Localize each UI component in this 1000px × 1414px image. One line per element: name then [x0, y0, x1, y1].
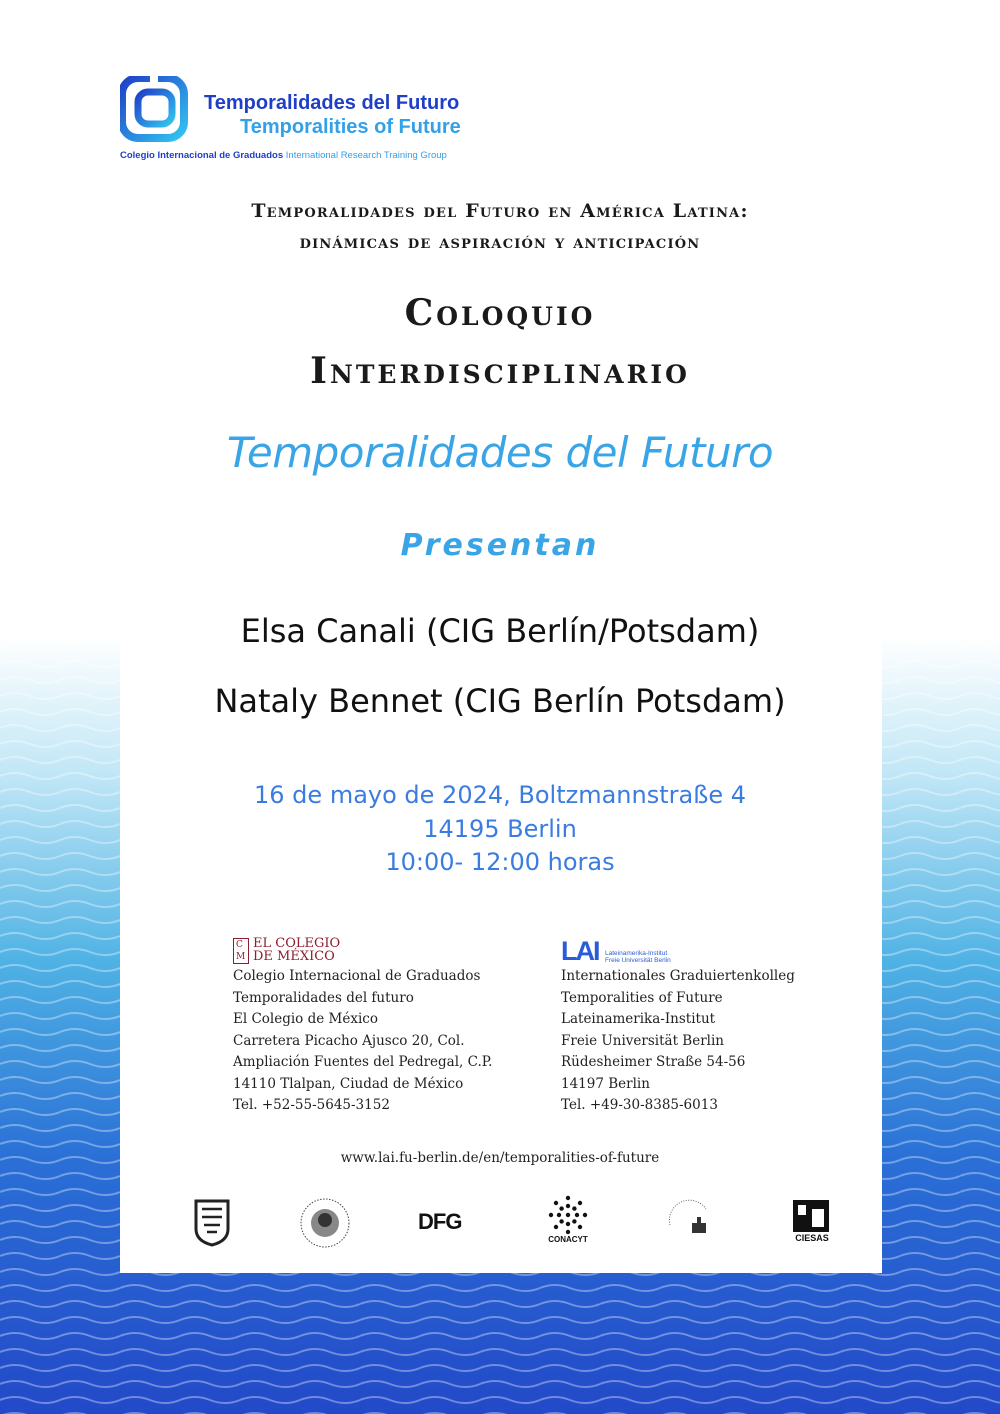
- address-colmex: [233, 966, 553, 1117]
- conacyt-logo-icon: [546, 1195, 590, 1235]
- address-line: Temporalities of Future: [561, 989, 723, 1006]
- colmex-logo: [233, 936, 433, 966]
- address-line: El Colegio de México: [233, 1011, 378, 1027]
- potsdam-university-logo: [664, 1195, 712, 1251]
- address-line: 14110 Tlalpan, Ciudad de México: [233, 1075, 464, 1092]
- logo-title-es: Temporalidades del Futuro: [204, 92, 460, 114]
- address-line: 14197 Berlin: [561, 1075, 650, 1092]
- address-line: Ampliación Fuentes del Pedregal, C.P.: [233, 1054, 493, 1070]
- heading-line-2: dinámicas de aspiración y anticipación: [299, 231, 701, 253]
- address-lai: [561, 966, 881, 1117]
- website-link[interactable]: www.lai.fu-berlin.de/en/temporalities-of-future: [340, 1150, 660, 1166]
- logo-subtitle-en: International Research Training Group: [285, 150, 447, 161]
- colmex-letter-c: C: [236, 940, 243, 950]
- speaker-2: Nataly Bennet (CIG Berlín Potsdam): [214, 682, 786, 720]
- address-line: Lateinamerika-Institut: [561, 1011, 716, 1027]
- address-line: Temporalidades del futuro: [233, 989, 414, 1006]
- speaker-1: Elsa Canali (CIG Berlín/Potsdam): [240, 612, 760, 650]
- subtitle: Temporalidades del Futuro: [226, 428, 774, 477]
- title-line-1: Coloquio: [404, 292, 596, 334]
- presentan-label: Presentan: [400, 528, 600, 563]
- conacyt-logo-text: CONACYT: [548, 1235, 588, 1244]
- address-line: Internationales Graduiertenkolleg: [561, 968, 795, 984]
- ciesas-logo: [792, 1195, 832, 1251]
- humboldt-university-logo-icon: [298, 1195, 352, 1251]
- potsdam-university-logo-icon: [664, 1195, 712, 1245]
- ciesas-logo-text: CIESAS: [795, 1233, 829, 1243]
- address-line: Freie Universität Berlin: [561, 1032, 724, 1049]
- program-logo: [120, 74, 500, 164]
- lai-logo: [561, 936, 761, 966]
- colmex-emblem-icon: [233, 938, 249, 964]
- address-line: Rüdesheimer Straße 54-56: [561, 1054, 746, 1070]
- logo-subtitle: [120, 150, 447, 161]
- lai-logo-line-1: Lateinamerika-Institut: [605, 950, 668, 957]
- address-line: Tel. +52-55-5645-3152: [233, 1097, 390, 1113]
- heading-line-1: Temporalidades del Futuro en América Latina:: [251, 200, 749, 222]
- program-logo-icon: [120, 76, 190, 142]
- colmex-logo-line-2: DE MÉXICO: [253, 949, 335, 964]
- title-line-2: Interdisciplinario: [310, 350, 690, 392]
- ciesas-logo-icon: [792, 1199, 830, 1233]
- event-time: 10:00- 12:00 horas: [385, 848, 615, 876]
- event-city: 14195 Berlin: [423, 815, 577, 843]
- unam-logo-icon: [192, 1195, 232, 1251]
- logo-title-en: Temporalities of Future: [240, 116, 461, 138]
- logo-subtitle-es: Colegio Internacional de Graduados: [120, 150, 284, 161]
- lai-logo-line-2: Freie Universität Berlin: [605, 957, 671, 964]
- address-line: Carretera Picacho Ajusco 20, Col.: [233, 1032, 465, 1049]
- colmex-logo-text: [253, 937, 340, 963]
- colmex-letter-m: M: [236, 952, 246, 962]
- address-line: Tel. +49-30-8385-6013: [561, 1097, 718, 1113]
- lai-logo-mark: LAI: [561, 936, 599, 966]
- lai-logo-text: [605, 950, 671, 964]
- sponsor-logos: [180, 1195, 840, 1255]
- address-line: Colegio Internacional de Graduados: [233, 968, 481, 984]
- colmex-logo-line-1: EL COLEGIO: [253, 936, 341, 951]
- conacyt-logo: [546, 1195, 590, 1251]
- event-date: 16 de mayo de 2024, Boltzmannstraße 4: [254, 781, 746, 809]
- dfg-logo: DFG: [418, 1209, 462, 1234]
